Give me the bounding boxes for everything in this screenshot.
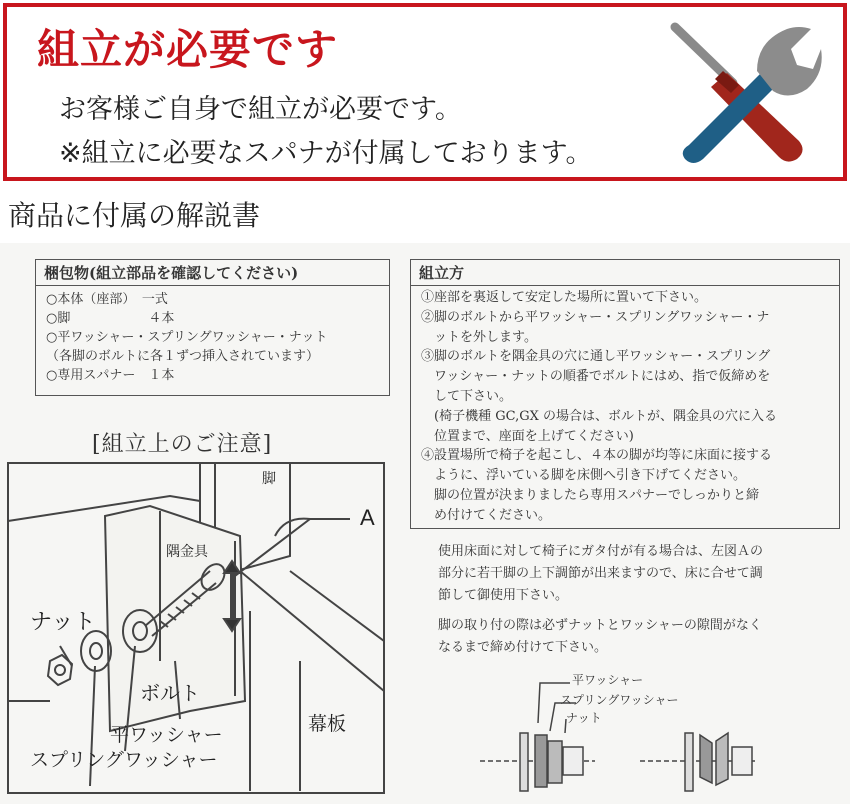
label-flat-washer-small: 平ワッシャー bbox=[572, 673, 644, 687]
note-tightening: 脚の取り付の際は必ずナットとワッシャーの隙間がなく なるまで締め付けて下さい。 bbox=[438, 618, 762, 655]
parts-list-box bbox=[35, 259, 390, 396]
label-bracket: 隅金具 bbox=[166, 544, 208, 560]
assembly-step-row: ②脚のボルトから平ワッシャー・スプリングワッシャー・ナ bbox=[421, 309, 770, 325]
assembly-required-banner bbox=[3, 3, 847, 181]
manual-scan bbox=[0, 243, 850, 804]
assembly-step-row: め付けてください。 bbox=[421, 507, 552, 523]
parts-row: ○専用スパナー １本 bbox=[46, 368, 175, 383]
assembly-step-row: ワッシャー・ナットの順番でボルトにはめ、指で仮締めを bbox=[421, 369, 771, 385]
assembly-step-row: (椅子機種 GC,GX の場合は、ボルトが、隅金具の穴に入る bbox=[421, 408, 777, 424]
assembly-step-row: 位置まで、座面を上げてください) bbox=[421, 428, 634, 444]
assembly-step-row: ④設置場所で椅子を起こし、４本の脚が均等に床面に接する bbox=[421, 448, 773, 464]
parts-list-header: 梱包物(組立部品を確認してください) bbox=[36, 260, 389, 286]
caution-title: [組立上のご注意] bbox=[92, 432, 273, 457]
parts-row: ○平ワッシャー・スプリングワッシャー・ナット bbox=[46, 330, 328, 345]
label-spring-washer: スプリングワッシャー bbox=[30, 750, 218, 771]
label-flat-washer: 平ワッシャー bbox=[110, 725, 223, 746]
banner-line-self-assembly: お客様ご自身で組立が必要です。 bbox=[59, 94, 462, 125]
label-spring-washer-small: スプリングワッシャー bbox=[560, 693, 679, 707]
spring-washer-shape bbox=[81, 631, 111, 671]
assembly-steps-box bbox=[410, 259, 840, 529]
label-nut-small: ナット bbox=[566, 711, 602, 725]
wrench-icon bbox=[683, 27, 822, 163]
label-leg: 脚 bbox=[262, 470, 276, 486]
assembly-step-row: ③脚のボルトを隅金具の穴に通し平ワッシャー・スプリング bbox=[421, 349, 771, 365]
label-apron: 幕板 bbox=[308, 714, 347, 735]
banner-title: 組立が必要です bbox=[37, 25, 339, 74]
assembly-steps-header: 組立方 bbox=[411, 260, 839, 286]
assembly-step-row: ①座部を裏返して安定した場所に置いて下さい。 bbox=[421, 290, 708, 305]
assembly-step-row: ように、浮いている脚を床側へ引き下げてください。 bbox=[421, 468, 747, 484]
assembly-step-row: 脚の位置が決まりましたら専用スパナーでしっかりと締 bbox=[421, 487, 760, 503]
subheading-included-manual: 商品に付属の解説書 bbox=[8, 199, 261, 232]
label-nut: ナット bbox=[30, 609, 96, 634]
parts-row: ○脚 ４本 bbox=[46, 311, 175, 326]
banner-line-wrench-included: ※組立に必要なスパナが付属しております。 bbox=[59, 138, 593, 169]
assembly-step-row: して下さい。 bbox=[421, 388, 513, 404]
parts-row: （各脚のボルトに各１ずつ挿入されています） bbox=[46, 349, 320, 364]
parts-row: ○本体（座部） 一式 bbox=[46, 292, 168, 307]
label-bolt: ボルト bbox=[140, 683, 200, 705]
label-a: A bbox=[360, 505, 375, 530]
note-leveling: 使用床面に対して椅子にガタ付が有る場合は、左図Ａの 部分に若干脚の上下調節が出来ますので、床に合せて調 節して御使用下さい。 bbox=[438, 544, 764, 603]
assembly-step-row: ットを外します。 bbox=[421, 329, 537, 345]
tools-icon bbox=[661, 13, 831, 173]
